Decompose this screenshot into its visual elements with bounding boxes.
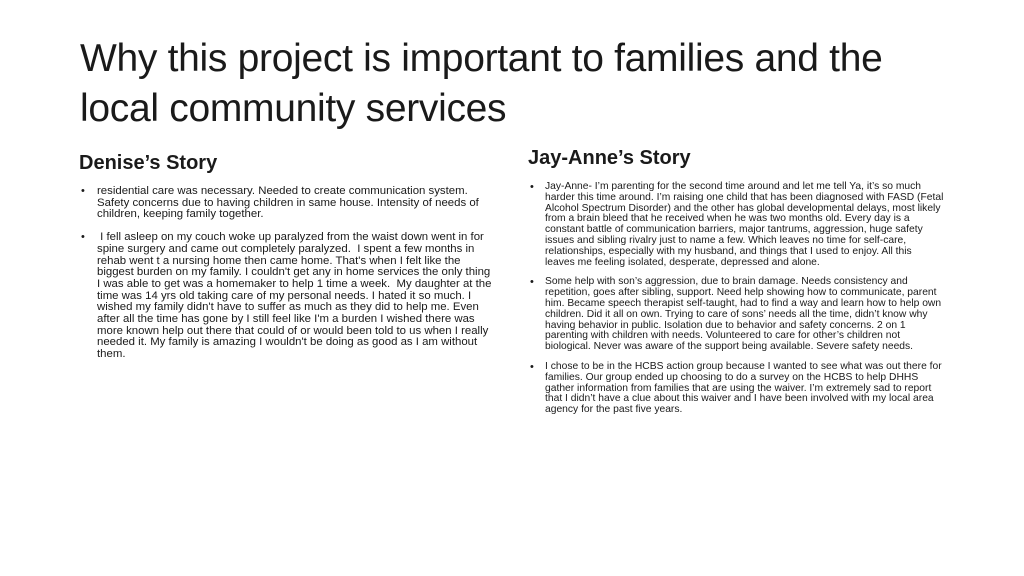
jay-anne-story-column — [528, 145, 944, 425]
list-item-text: Some help with son’s aggression, due to brain damage. Needs consistency and repetition, goes after sibling, support. Need help showing how to communicate, parent him. Became speech therapist self-taught, had to find a way and learn how to help own children. Did it all on own. Trying to care of sons’ needs all the time, didn’t know why having behavior in public. Isolation due to behavior and safety concerns. 2 on 1 parenting with children with needs. Volunteered to care for other’s children not biological. Never was aware of the support being available. Severe safety needs. — [545, 276, 942, 353]
list-item — [79, 186, 495, 221]
list-item — [528, 362, 944, 416]
denise-story-list — [79, 186, 495, 361]
bullet-icon: • — [530, 360, 534, 373]
list-item-text: I chose to be in the HCBS action group because I wanted to see what was out there for families. Our group ended up choosing to do a survey on the HCBS to help DHHS gather information from families that are using the waiver. I’m extremely sad to report that I didn’t have a clue about this waiver and I have been involved with my local area agency for the past five years. — [545, 360, 942, 416]
list-item — [528, 182, 944, 268]
bullet-icon: • — [530, 181, 534, 193]
denise-story-column — [79, 150, 495, 372]
slide-title: Why this project is important to families and the local community services — [80, 37, 883, 130]
list-item — [79, 232, 495, 361]
list-item-text: I fell asleep on my couch woke up paralyzed from the waist down went in for spine surgery and came out completely paralyzed. I spent a few months in rehab went t a nursing home then came home. That's when I felt like the biggest burden on my family. I couldn't get any in home services the only thing I was able to get was a homemaker to help 1 time a week. My daughter at the time was 14 yrs old taking care of my personal needs. I hated it so much. I wished my family didn't have to suffer as much as they did to help me. Even after all the time has gone by I still feel like I'm a burden I wished there was more known help out there that could of or would been told to us when I really needed it. My family is amazing I wouldn't be doing as good as I am without them. — [97, 231, 495, 361]
list-item-text: residential care was necessary. Needed to create communication system. Safety concerns due to having children in same house. Intensity of needs of children, keeping family together. — [97, 185, 479, 221]
list-item-text: Jay-Anne- I’m parenting for the second time around and let me tell Ya, it’s so much harder this time around. I’m raising one child that has been diagnosed with FASD (Fetal Alcohol Spectrum Disorder) and the other has global developmental delays, most likely from a brain bleed that he received when he was two months old. Every day is a constant battle of communication barriers, major tantrums, aggression, huge safety issues and sibling rivalry just to name a few. Which leaves no time for self-care, relationships, especially with my husband, and things that I used to enjoy. All this leaves me feeling isolated, desperate, depressed and alone. — [545, 181, 944, 268]
bullet-icon: • — [81, 185, 85, 197]
denise-story-heading: Denise’s Story — [79, 152, 218, 174]
jay-anne-story-heading: Jay-Anne’s Story — [528, 147, 691, 169]
list-item — [528, 277, 944, 353]
bullet-icon: • — [81, 231, 85, 244]
jay-anne-story-list — [528, 182, 944, 416]
bullet-icon: • — [530, 276, 534, 289]
